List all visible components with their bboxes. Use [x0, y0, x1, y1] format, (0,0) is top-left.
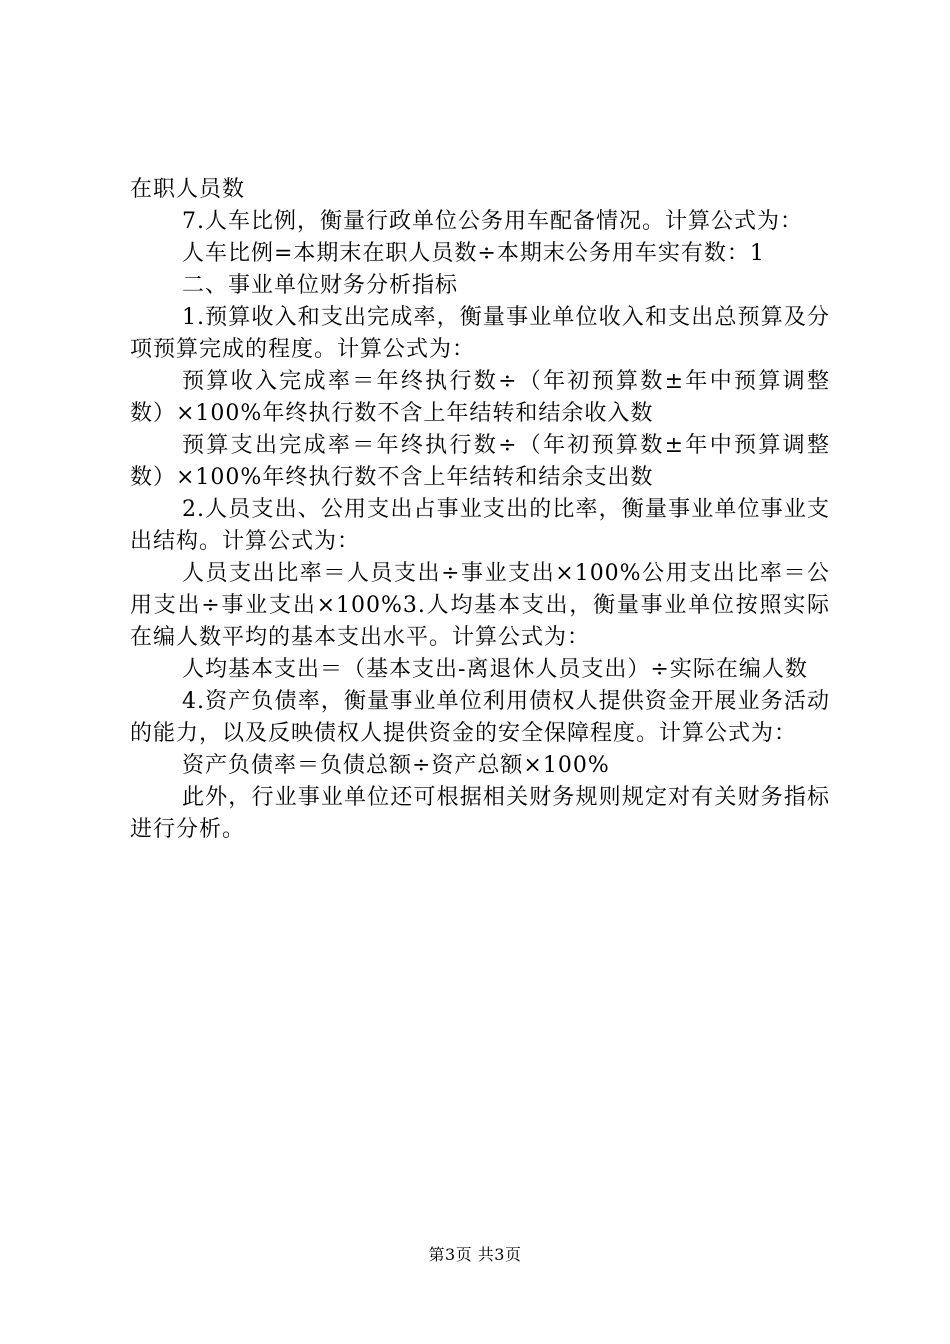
paragraph-9: 人员支出比率＝人员支出÷事业支出×100%公用支出比率＝公用支出÷事业支出×100%3.人均基本支出，衡量事业单位按照实际在编人数平均的基本支出水平。计算公式为： [130, 561, 830, 650]
paragraph-12: 资产负债率＝负债总额÷资产总额×100% [182, 753, 610, 778]
paragraph-3: 人车比例=本期末在职人员数÷本期末公务用车实有数：1 [182, 241, 765, 266]
section-heading: 二、事业单位财务分析指标 [182, 273, 459, 298]
paragraph-13: 此外，行业事业单位还可根据相关财务规则规定对有关财务指标进行分析。 [130, 785, 830, 842]
paragraph-10: 人均基本支出＝（基本支出-离退休人员支出）÷实际在编人数 [182, 657, 808, 682]
paragraph-7: 预算支出完成率＝年终执行数÷（年初预算数±年中预算调整数）×100%年终执行数不含上年结转和结余支出数 [130, 433, 830, 490]
page-footer: 第3页 共3页 [428, 1245, 522, 1264]
paragraph-5: 1.预算收入和支出完成率，衡量事业单位收入和支出总预算及分项预算完成的程度。计算公式为： [130, 305, 830, 362]
paragraph-8: 2.人员支出、公用支出占事业支出的比率，衡量事业单位事业支出结构。计算公式为： [130, 497, 830, 554]
paragraph-11: 4.资产负债率，衡量事业单位利用债权人提供资金开展业务活动的能力，以及反映债权人提供资金的安全保障程度。计算公式为： [130, 689, 830, 746]
paragraph-6: 预算收入完成率＝年终执行数÷（年初预算数±年中预算调整数）×100%年终执行数不含上年结转和结余收入数 [130, 369, 830, 426]
paragraph-2: 7.人车比例，衡量行政单位公务用车配备情况。计算公式为： [182, 209, 803, 234]
paragraph-1: 在职人员数 [130, 177, 246, 202]
document-body [130, 174, 830, 846]
